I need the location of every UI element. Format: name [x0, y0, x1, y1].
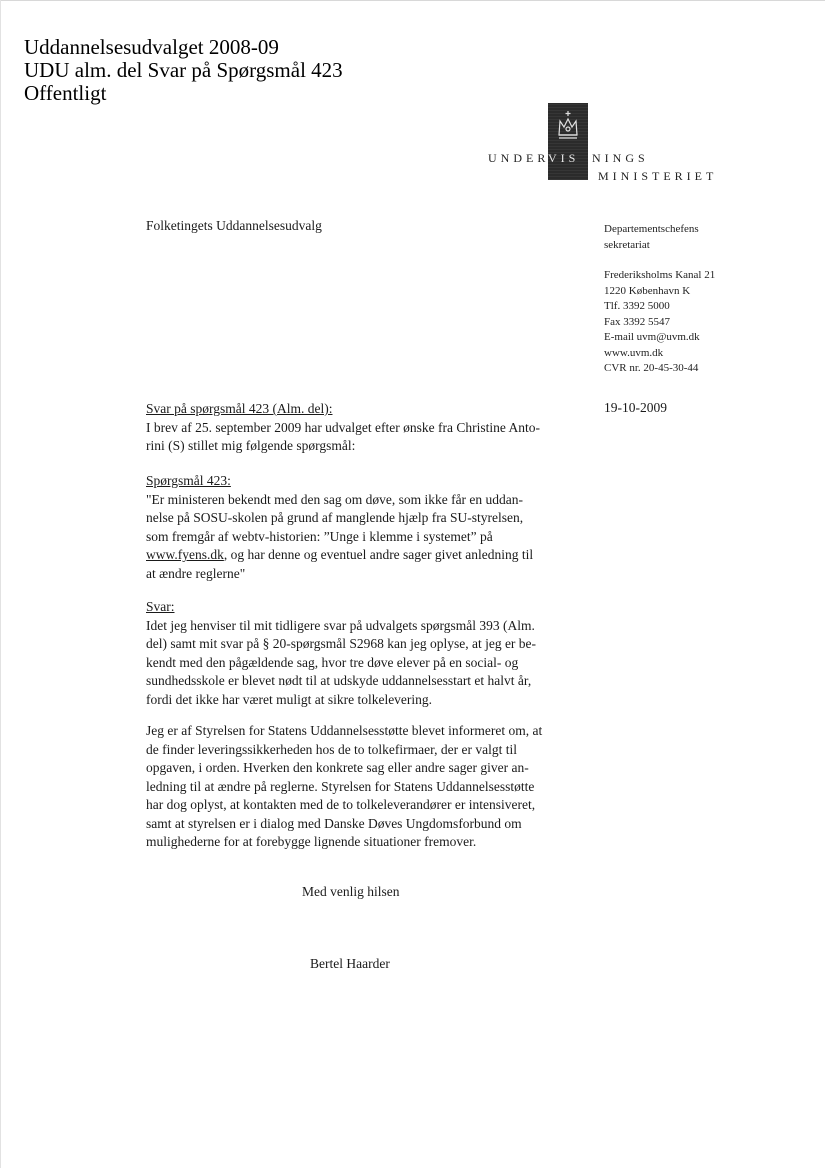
answer-line: de finder leveringssikkerheden hos de to tolkefirmaer, der er valgt til [146, 741, 517, 757]
answer-line: har dog oplyst, at kontakten med de to tolkeleverandører er intensiveret, [146, 797, 536, 812]
answer-line: mulighederne for at forebygge lignende situationer fremover. [146, 834, 477, 849]
question-heading: Spørgsmål 423: [146, 473, 231, 488]
letter-date: 19-10-2009 [604, 400, 667, 415]
stamp-status: Offentligt [24, 81, 107, 105]
answer-line: Idet jeg henviser til mit tidligere svar på udvalgets spørgsmål 393 (Alm. [146, 617, 535, 633]
address-cvr: CVR nr. 20-45-30-44 [604, 362, 699, 374]
signature-name: Bertel Haarder [310, 956, 390, 971]
answer-heading: Svar: [146, 599, 175, 614]
address-phone: Tlf. 3392 5000 [604, 300, 670, 312]
question-line: som fremgår af webtv-historien: ”Unge i klemme i systemet” på [146, 528, 493, 544]
stamp-committee: Uddannelsesudvalget 2008-09 [24, 35, 279, 59]
address-street: Frederiksholms Kanal 21 [604, 269, 716, 281]
page-edge [0, 0, 1, 1168]
letter-intro [146, 400, 566, 456]
address-fax: Fax 3392 5547 [604, 315, 670, 328]
address-website: www.uvm.dk [604, 346, 664, 359]
ministry-logo-crest [548, 103, 588, 180]
answer-line: del) samt mit svar på § 20-spørgsmål S2968 kan jeg oplyse, at jeg er be- [146, 636, 537, 651]
question-line: nelse på SOSU-skolen på grund af manglende hjælp fra SU-styrelsen, [146, 510, 524, 525]
sender-department [604, 222, 699, 253]
document-stamp [24, 36, 343, 105]
question-line: "Er ministeren bekendt med den sag om døve, som ikke får en uddan- [146, 491, 524, 507]
answer-line: sundhedsskole er blevet nødt til at udskyde uddannelsesstart et halvt år, [146, 673, 532, 688]
answer-line: opgaven, i orden. Hverken den konkrete sag eller andre sager giver an- [146, 760, 529, 775]
logo-wordmark-part: NINGS [592, 151, 649, 165]
answer-line: kendt med den pågældende sag, hvor tre døve elever på en social- og [146, 654, 519, 670]
address-email: E-mail uvm@uvm.dk [604, 331, 700, 343]
address-city: 1220 København K [604, 284, 691, 297]
recipient: Folketingets Uddannelsesudvalg [146, 218, 322, 233]
answer-line: fordi det ikke har været muligt at sikre tolkelevering. [146, 691, 433, 707]
sender-department-line: sekretariat [604, 238, 650, 251]
question-line-rest: , og har denne og eventuel andre sager givet anledning til [223, 547, 534, 562]
subject-heading: Svar på spørgsmål 423 (Alm. del): [146, 401, 333, 416]
question-line: at ændre reglerne" [146, 565, 246, 581]
logo-wordmark-part: VIS [548, 151, 580, 165]
answer-section [146, 598, 566, 709]
intro-line: I brev af 25. september 2009 har udvalget efter ønske fra Christine Anto- [146, 419, 540, 435]
question-line [146, 546, 566, 565]
answer-line: ledning til at ændre på reglerne. Styrelsen for Statens Uddannelsesstøtte [146, 778, 535, 794]
logo-wordmark-part: UNDER [488, 151, 550, 165]
answer-line: Jeg er af Styrelsen for Statens Uddannelsesstøtte blevet informeret om, at [146, 723, 543, 738]
answer-line: samt at styrelsen er i dialog med Danske Døves Ungdomsforbund om [146, 815, 522, 831]
sender-address [604, 268, 715, 377]
closing-salutation: Med venlig hilsen [302, 884, 400, 899]
logo-wordmark-line2: MINISTERIET [598, 169, 718, 183]
stamp-reference: UDU alm. del Svar på Spørgsmål 423 [24, 58, 343, 82]
question-section [146, 472, 566, 583]
crown-icon [556, 109, 580, 149]
page-edge [0, 0, 825, 1]
fyens-link[interactable]: www.fyens.dk [146, 547, 224, 562]
intro-line: rini (S) stillet mig følgende spørgsmål: [146, 438, 356, 453]
answer-paragraph-2 [146, 722, 566, 852]
sender-department-line: Departementschefens [604, 223, 699, 235]
